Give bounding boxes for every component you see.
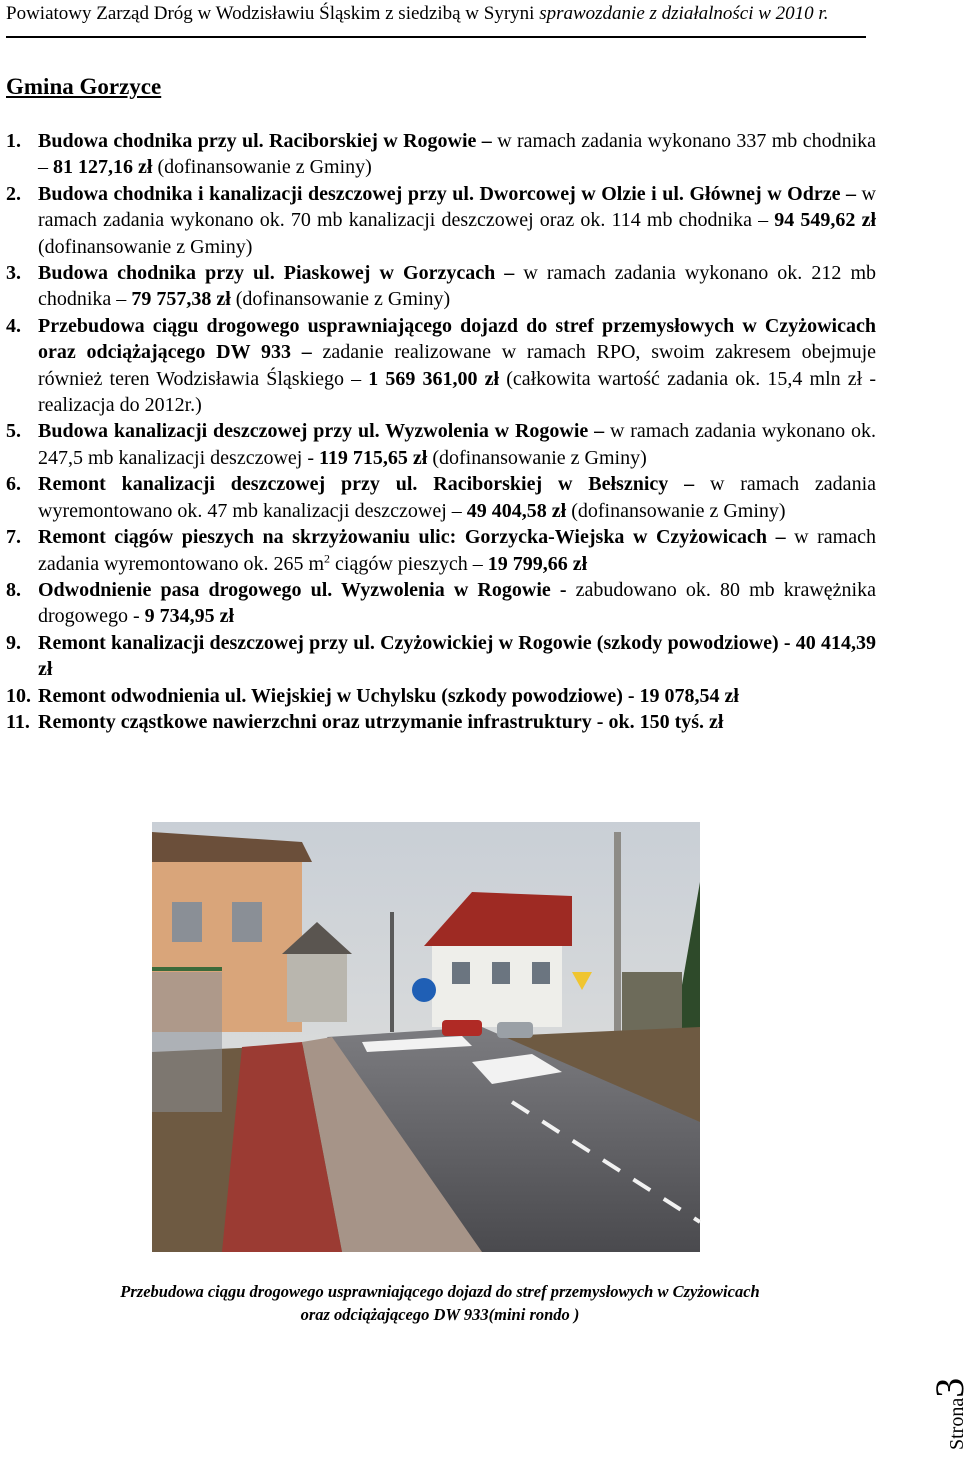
- photo-caption: [30, 1280, 850, 1326]
- caption-line-2: oraz odciążającego DW 933(mini rondo ): [300, 1305, 580, 1324]
- item-amount: 9 734,95 zł: [144, 605, 235, 628]
- item-title: Budowa chodnika przy ul. Raciborskiej w Rogowie –: [38, 130, 498, 152]
- item-description: w ramach zadania wyremontowano ok. 265 m: [38, 526, 876, 575]
- list-item: [6, 128, 876, 181]
- list-item: [6, 418, 876, 471]
- header-rule: [6, 36, 866, 38]
- item-title: Remont kanalizacji deszczowej przy ul. Raciborskiej w Bełsznicy –: [38, 473, 710, 496]
- item-title: Budowa chodnika przy ul. Piaskowej w Gorzycach –: [38, 262, 524, 285]
- item-number: 4.: [6, 314, 21, 337]
- item-number: 3.: [6, 262, 21, 285]
- list-item: [6, 577, 876, 630]
- works-list: [6, 128, 876, 735]
- list-item: [6, 683, 876, 709]
- item-number: 9.: [6, 631, 21, 654]
- item-number: 6.: [6, 473, 21, 496]
- list-item: [6, 524, 876, 577]
- item-number: 1.: [6, 130, 21, 152]
- list-item: [6, 471, 876, 524]
- item-amount: 79 757,38 zł: [131, 288, 236, 311]
- page-header: [6, 0, 960, 40]
- item-title: Budowa kanalizacji deszczowej przy ul. Wyzwolenia w Rogowie –: [38, 420, 610, 443]
- item-description-cont: ciągów pieszych –: [330, 552, 488, 575]
- item-description: w ramach zadania wykonano ok. 212 mb chodnika –: [38, 262, 877, 311]
- item-title: Odwodnienie pasa drogowego ul. Wyzwolenia w Rogowie -: [38, 578, 576, 601]
- item-description: w ramach zadania wykonano 337 mb chodnika –: [38, 130, 877, 179]
- item-description: zadanie realizowane w ramach RPO, swoim zakresem obejmuje również teren Wodzisławia Śląskiego –: [38, 341, 877, 390]
- item-number: 11.: [6, 710, 30, 733]
- list-item: [6, 260, 876, 313]
- item-title: Budowa chodnika i kanalizacji deszczowej przy ul. Dworcowej w Olzie i ul. Głównej w Odrze –: [38, 182, 862, 205]
- item-number: 10.: [6, 684, 31, 707]
- item-title: Remont kanalizacji deszczowej przy ul. Czyżowickiej w Rogowie (szkody powodziowe) - 40 414,39 zł: [38, 631, 876, 681]
- item-amount: 1 569 361,00 zł: [368, 367, 507, 390]
- item-title: Przebudowa ciągu drogowego usprawniającego dojazd do stref przemysłowych w Czyżowicach oraz odciążającego DW 933 –: [38, 314, 876, 364]
- item-note: (dofinansowanie z Gminy): [235, 288, 451, 311]
- item-description: w ramach zadania wyremontowano ok. 47 mb kanalizacji deszczowej –: [38, 473, 876, 522]
- item-note: (dofinansowanie z Gminy): [571, 499, 786, 522]
- item-amount: 49 404,58 zł: [466, 499, 572, 522]
- item-description: w ramach zadania wykonano ok. 247,5 mb kanalizacji deszczowej -: [38, 420, 877, 469]
- caption-line-1: Przebudowa ciągu drogowego usprawniającego dojazd do stref przemysłowych w Czyżowicach: [120, 1282, 760, 1301]
- item-note: (dofinansowanie z Gminy): [432, 446, 647, 469]
- list-item: [6, 709, 876, 735]
- item-description: zabudowano ok. 80 mb krawężnika drogowego -: [38, 578, 876, 628]
- road-photo-image: [152, 822, 700, 1252]
- page-number: 3: [927, 1377, 972, 1398]
- list-item: [6, 630, 876, 683]
- item-note: (dofinansowanie z Gminy): [38, 235, 253, 258]
- item-superscript: 2: [324, 550, 331, 565]
- item-number: 2.: [6, 182, 21, 205]
- item-amount: 81 127,16 zł: [53, 156, 158, 179]
- item-description: w ramach zadania wykonano ok. 70 mb kanalizacji deszczowej oraz ok. 114 mb chodnika –: [38, 182, 876, 232]
- page-word: Strona: [946, 1397, 968, 1450]
- section-title: Gmina Gorzyce: [6, 74, 162, 99]
- header-org: Powiatowy Zarząd Dróg w Wodzisławiu Śląskim z siedzibą w Syryni: [6, 3, 535, 24]
- list-item: [6, 181, 876, 260]
- item-amount: 94 549,62 zł: [774, 209, 877, 232]
- item-number: 7.: [6, 526, 21, 549]
- header-subtitle: sprawozdanie z działalności w 2010 r.: [539, 3, 829, 24]
- item-number: 5.: [6, 420, 21, 443]
- road-photo: [152, 822, 700, 1252]
- item-title: Remonty cząstkowe nawierzchni oraz utrzymanie infrastruktury - ok. 150 tyś. zł: [38, 710, 724, 733]
- item-amount: 119 715,65 zł: [319, 446, 433, 469]
- item-number: 8.: [6, 578, 21, 601]
- item-title: Remont odwodnienia ul. Wiejskiej w Uchylsku (szkody powodziowe) - 19 078,54 zł: [38, 684, 739, 707]
- item-title: Remont ciągów pieszych na skrzyżowaniu ulic: Gorzycka-Wiejska w Czyżowicach –: [38, 526, 795, 549]
- page-number-label: [912, 1330, 972, 1458]
- item-note: (całkowita wartość zadania ok. 15,4 mln zł - realizacja do 2012r.): [38, 367, 876, 417]
- item-amount: 19 799,66 zł: [487, 552, 588, 575]
- item-note: (dofinansowanie z Gminy): [157, 156, 372, 179]
- list-item: [6, 313, 876, 419]
